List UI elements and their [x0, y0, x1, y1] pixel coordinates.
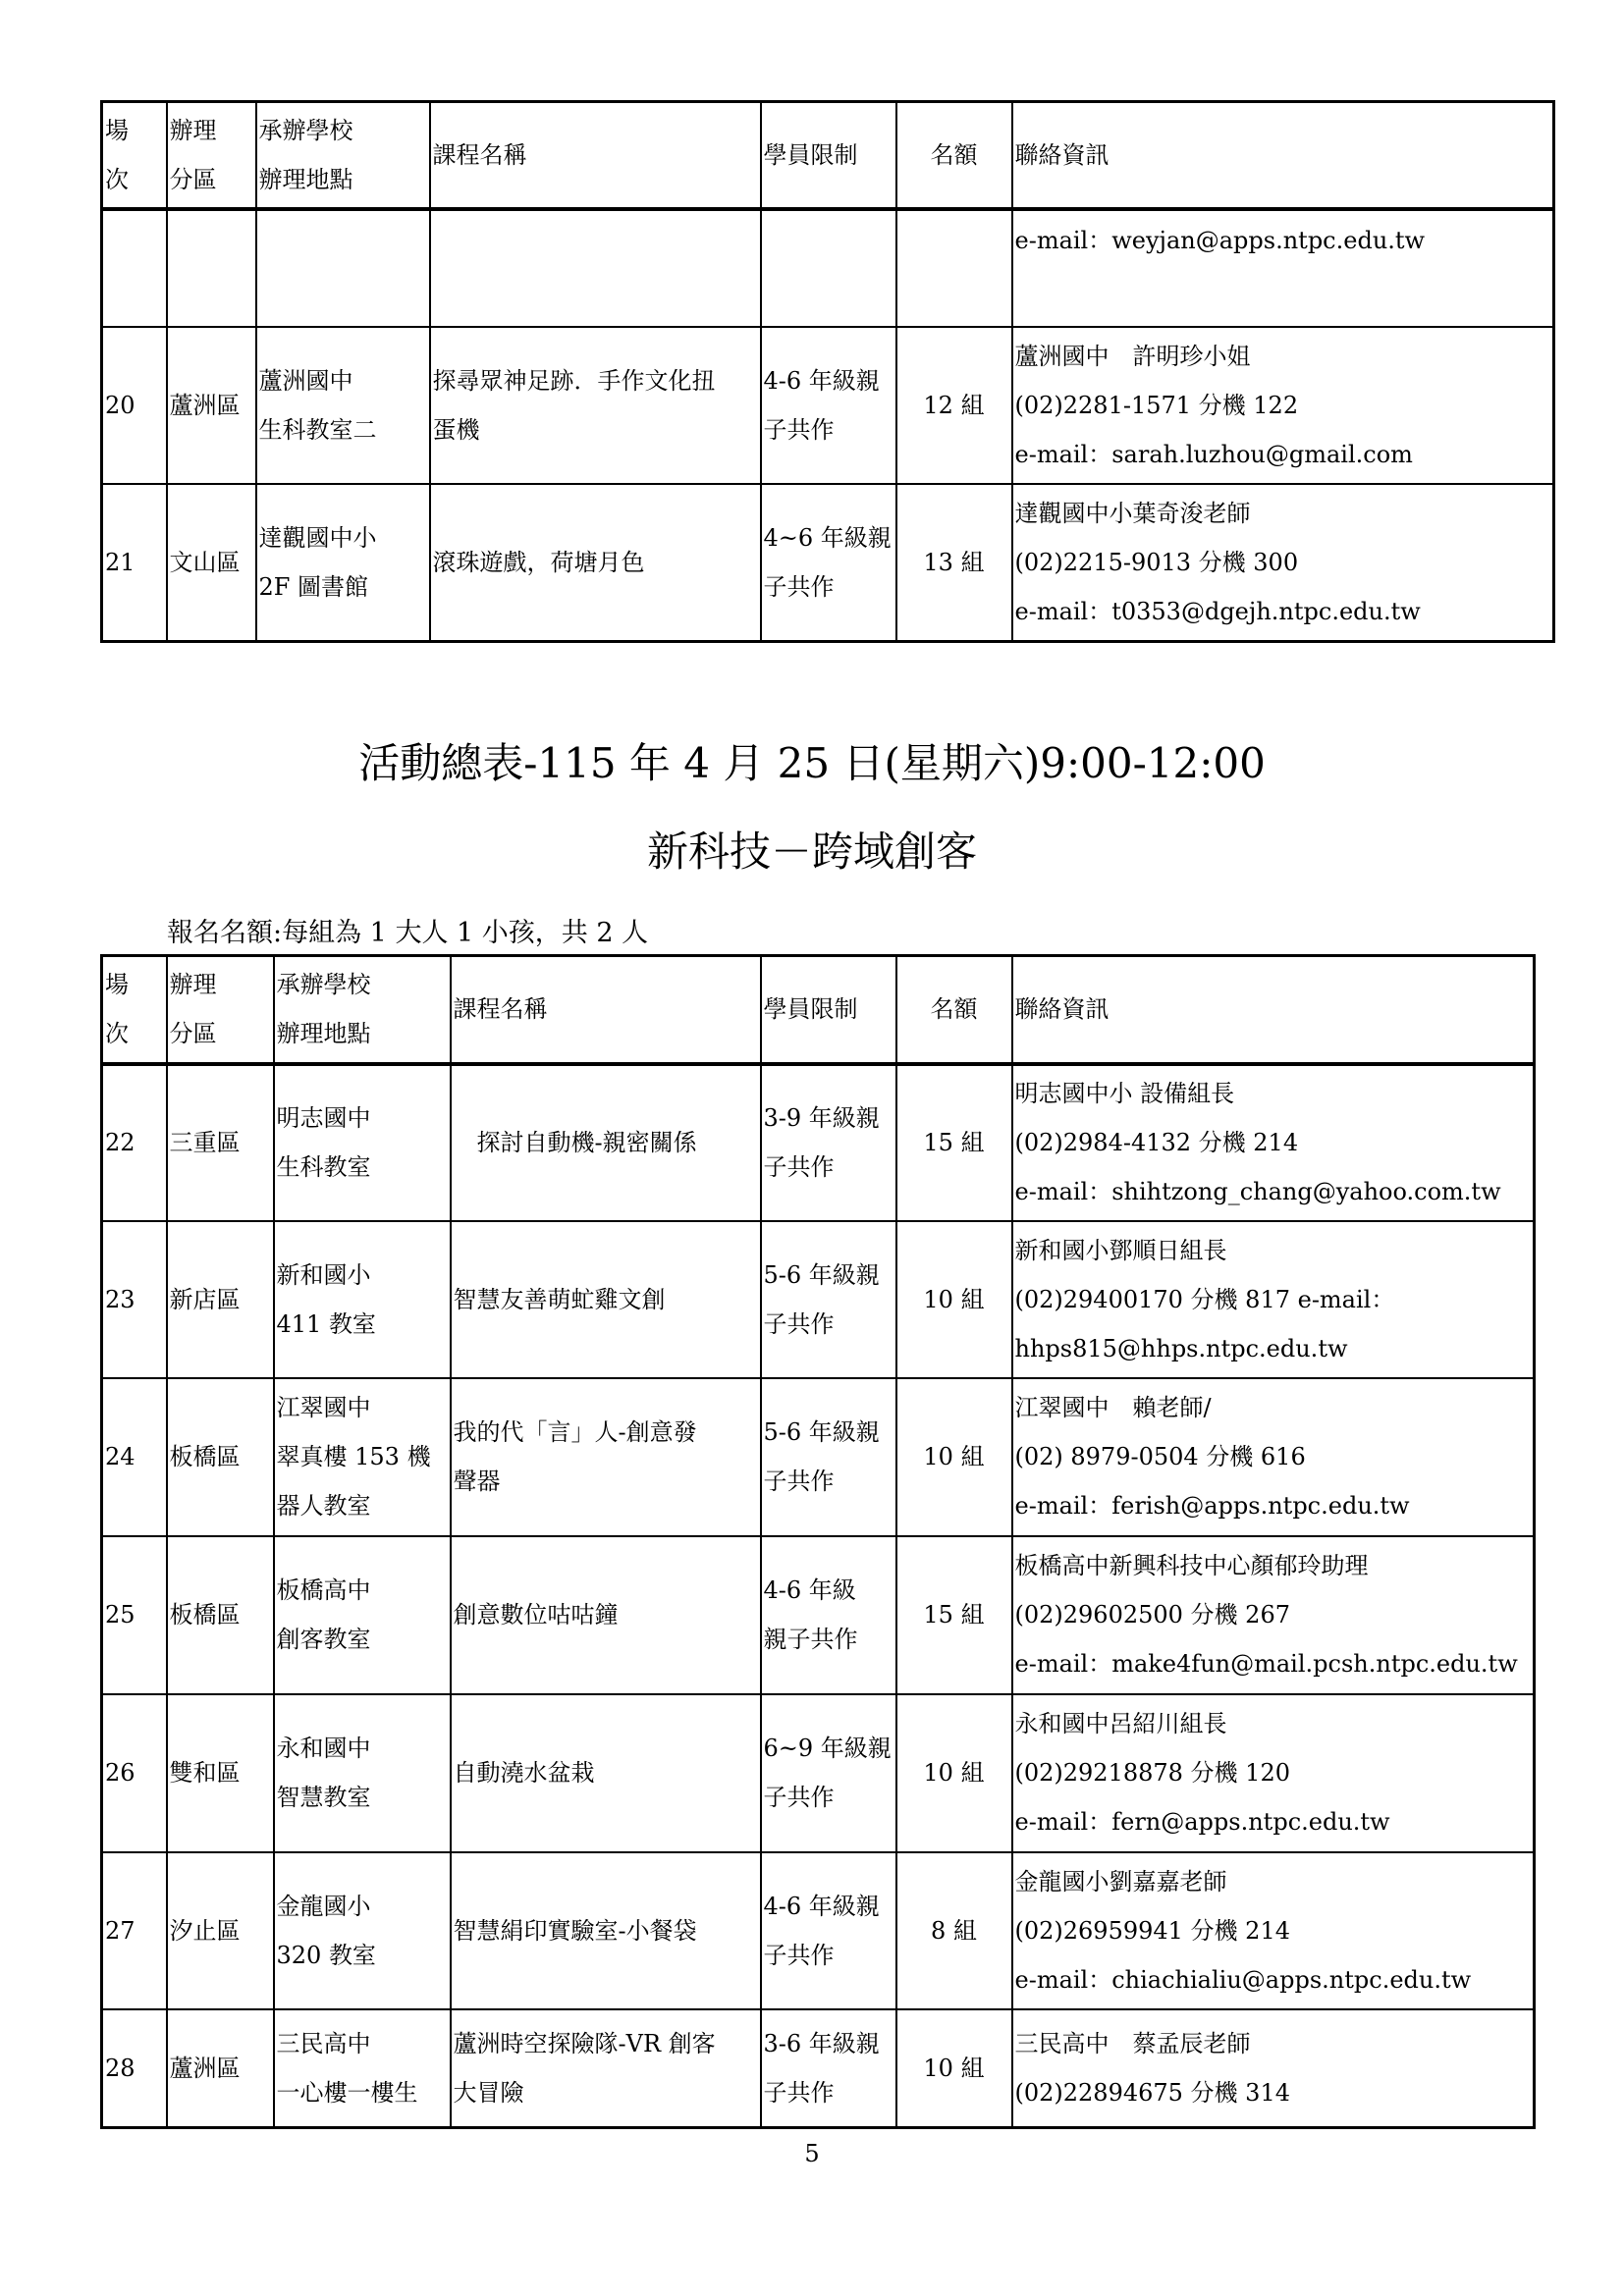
header-session-number: 場 次: [102, 956, 167, 1064]
district: 新店區: [167, 1221, 274, 1378]
session-number: 20: [102, 327, 167, 484]
header-district: 辦理 分區: [167, 956, 274, 1064]
header-school-location: 承辦學校 辦理地點: [274, 956, 451, 1064]
session-number: [102, 209, 167, 327]
header-contact-info: 聯絡資訊: [1012, 102, 1554, 209]
header-contact-info: 聯絡資訊: [1012, 956, 1535, 1064]
session-number: 21: [102, 484, 167, 642]
session-number: 24: [102, 1378, 167, 1536]
session-number: 25: [102, 1536, 167, 1694]
table-row: [102, 1378, 1535, 1536]
table-row: [102, 327, 1554, 484]
school-location: 明志國中 生科教室: [274, 1064, 451, 1221]
school-location: 達觀國中小 2F 圖書館: [256, 484, 430, 642]
district: 蘆洲區: [167, 2009, 274, 2128]
participant-limit: 4-6 年級親 子共作: [761, 327, 896, 484]
participant-limit: 6~9 年級親 子共作: [761, 1694, 896, 1852]
header-course-name: 課程名稱: [451, 956, 761, 1064]
header-course-name: 課程名稱: [430, 102, 761, 209]
school-location: 蘆洲國中 生科教室二: [256, 327, 430, 484]
participant-limit: 4~6 年級親 子共作: [761, 484, 896, 642]
header-row: [102, 956, 1535, 1064]
sub-title: 新科技－跨域創客: [646, 828, 977, 876]
course-name: [430, 209, 761, 327]
session-number: 28: [102, 2009, 167, 2128]
quota: 10 組: [896, 2009, 1012, 2128]
table-row: [102, 2009, 1535, 2128]
quota: 15 組: [896, 1536, 1012, 1694]
contact-info: 蘆洲國中 許明珍小姐 (02)2281-1571 分機 122 e-mail：sarah.luzhou@gmail.com: [1012, 327, 1554, 484]
district: 文山區: [167, 484, 256, 642]
school-location: 新和國小 411 教室: [274, 1221, 451, 1378]
district: 雙和區: [167, 1694, 274, 1852]
page-number: 5: [804, 2140, 820, 2167]
school-location: 永和國中 智慧教室: [274, 1694, 451, 1852]
quota: 13 組: [896, 484, 1012, 642]
header-session-number: 場 次: [102, 102, 167, 209]
quota: [896, 209, 1012, 327]
quota: 15 組: [896, 1064, 1012, 1221]
table-row: [102, 1064, 1535, 1221]
table-row: [102, 1221, 1535, 1378]
course-name: 智慧友善萌虻雞文創: [451, 1221, 761, 1378]
contact-info: 金龍國小劉嘉嘉老師 (02)26959941 分機 214 e-mail：chiachialiu@apps.ntpc.edu.tw: [1012, 1852, 1535, 2009]
contact-info: e-mail：weyjan@apps.ntpc.edu.tw: [1012, 209, 1554, 327]
participant-limit: 3-9 年級親 子共作: [761, 1064, 896, 1221]
school-location: 三民高中 一心樓一樓生: [274, 2009, 451, 2128]
district: 三重區: [167, 1064, 274, 1221]
contact-info: 達觀國中小葉奇浚老師 (02)2215-9013 分機 300 e-mail：t0353@dgejh.ntpc.edu.tw: [1012, 484, 1554, 642]
district: 板橋區: [167, 1536, 274, 1694]
schedule-table-continued: [100, 100, 1555, 643]
course-name: 自動澆水盆栽: [451, 1694, 761, 1852]
session-number: 27: [102, 1852, 167, 2009]
header-school-location: 承辦學校 辦理地點: [256, 102, 430, 209]
session-number: 22: [102, 1064, 167, 1221]
participant-limit: 5-6 年級親 子共作: [761, 1221, 896, 1378]
table-row: [102, 1536, 1535, 1694]
quota: 8 組: [896, 1852, 1012, 2009]
participant-limit: 4-6 年級 親子共作: [761, 1536, 896, 1694]
registration-note: 報名名額:每組為 1 大人 1 小孩，共 2 人: [167, 918, 649, 948]
quota: 10 組: [896, 1378, 1012, 1536]
district: [167, 209, 256, 327]
header-participant-limit: 學員限制: [761, 956, 896, 1064]
quota: 10 組: [896, 1694, 1012, 1852]
header-participant-limit: 學員限制: [761, 102, 896, 209]
contact-info: 三民高中 蔡孟辰老師 (02)22894675 分機 314: [1012, 2009, 1535, 2128]
participant-limit: [761, 209, 896, 327]
main-title: 活動總表-115 年 4 月 25 日(星期六)9:00-12:00: [358, 739, 1266, 787]
school-location: [256, 209, 430, 327]
course-name: 我的代「言」人-創意發 聲器: [451, 1378, 761, 1536]
quota: 12 組: [896, 327, 1012, 484]
participant-limit: 3-6 年級親 子共作: [761, 2009, 896, 2128]
session-number: 23: [102, 1221, 167, 1378]
district: 蘆洲區: [167, 327, 256, 484]
course-name: 滾珠遊戲，荷塘月色: [430, 484, 761, 642]
header-quota: 名額: [896, 956, 1012, 1064]
header-row: [102, 102, 1554, 209]
contact-info: 板橋高中新興科技中心顏郁玲助理 (02)29602500 分機 267 e-mail：make4fun@mail.pcsh.ntpc.edu.tw: [1012, 1536, 1535, 1694]
session-number: 26: [102, 1694, 167, 1852]
table-row: [102, 484, 1554, 642]
course-name: 蘆洲時空探險隊-VR 創客 大冒險: [451, 2009, 761, 2128]
school-location: 金龍國小 320 教室: [274, 1852, 451, 2009]
table-row: [102, 209, 1554, 327]
participant-limit: 5-6 年級親 子共作: [761, 1378, 896, 1536]
schedule-table: [100, 954, 1536, 2129]
quota: 10 組: [896, 1221, 1012, 1378]
district: 汐止區: [167, 1852, 274, 2009]
school-location: 板橋高中 創客教室: [274, 1536, 451, 1694]
contact-info: 明志國中小 設備組長 (02)2984-4132 分機 214 e-mail：shihtzong_chang@yahoo.com.tw: [1012, 1064, 1535, 1221]
header-quota: 名額: [896, 102, 1012, 209]
contact-info: 江翠國中 賴老師/ (02) 8979-0504 分機 616 e-mail：ferish@apps.ntpc.edu.tw: [1012, 1378, 1535, 1536]
header-district: 辦理 分區: [167, 102, 256, 209]
contact-info: 新和國小鄧順日組長 (02)29400170 分機 817 e-mail： hhps815@hhps.ntpc.edu.tw: [1012, 1221, 1535, 1378]
table-row: [102, 1694, 1535, 1852]
district: 板橋區: [167, 1378, 274, 1536]
course-name: 探尋眾神足跡．手作文化扭 蛋機: [430, 327, 761, 484]
course-name: 智慧絹印實驗室-小餐袋: [451, 1852, 761, 2009]
table-row: [102, 1852, 1535, 2009]
contact-info: 永和國中呂紹川組長 (02)29218878 分機 120 e-mail：fern@apps.ntpc.edu.tw: [1012, 1694, 1535, 1852]
school-location: 江翠國中 翠真樓 153 機 器人教室: [274, 1378, 451, 1536]
participant-limit: 4-6 年級親 子共作: [761, 1852, 896, 2009]
course-name: 創意數位咕咕鐘: [451, 1536, 761, 1694]
course-name: 探討自動機-親密關係: [451, 1064, 761, 1221]
